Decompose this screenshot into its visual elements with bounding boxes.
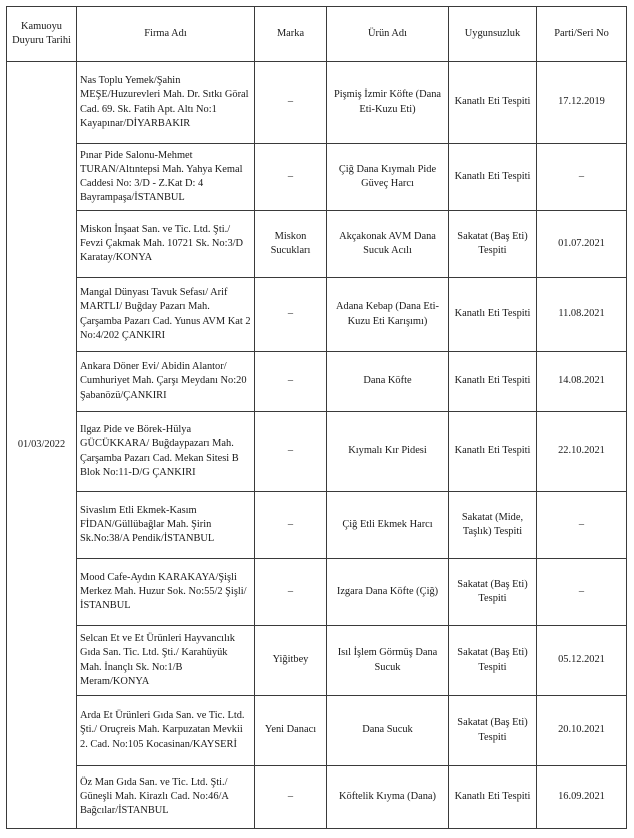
nonconformity-cell: Sakatat (Mide, Taşlık) Tespiti bbox=[449, 492, 537, 559]
nonconformity-cell: Kanatlı Eti Tespiti bbox=[449, 62, 537, 144]
product-name-cell: Izgara Dana Köfte (Çiğ) bbox=[327, 559, 449, 626]
nonconformity-cell: Kanatlı Eti Tespiti bbox=[449, 352, 537, 412]
table-row bbox=[7, 352, 627, 412]
brand-cell: – bbox=[255, 62, 327, 144]
batch-number-cell: 20.10.2021 bbox=[537, 696, 627, 766]
firm-name-cell: Arda Et Ürünleri Gıda San. ve Tic. Ltd. Şti./ Oruçreis Mah. Karpuzatan Mevkii 2. Cad. No:105 Kocasinan/KAYSERİ bbox=[77, 696, 255, 766]
brand-cell: – bbox=[255, 492, 327, 559]
table-row bbox=[7, 211, 627, 278]
firm-name-cell: Selcan Et ve Et Ürünleri Hayvancılık Gıda San. Tic. Ltd. Şti./ Karahüyük Mah. İnançlı Sk. No:1/B Meram/KONYA bbox=[77, 626, 255, 696]
nonconformity-cell: Sakatat (Baş Eti) Tespiti bbox=[449, 696, 537, 766]
product-name-cell: Dana Sucuk bbox=[327, 696, 449, 766]
brand-cell: – bbox=[255, 144, 327, 211]
product-name-cell: Kıymalı Kır Pidesi bbox=[327, 412, 449, 492]
header-batch: Parti/Seri No bbox=[537, 7, 627, 62]
batch-number-cell: – bbox=[537, 559, 627, 626]
firm-name-cell: Nas Toplu Yemek/Şahin MEŞE/Huzurevleri Mah. Dr. Sıtkı Göral Cad. 69. Sk. Fatih Apt. Altı No:1 Kayapınar/DİYARBAKIR bbox=[77, 62, 255, 144]
batch-number-cell: 17.12.2019 bbox=[537, 62, 627, 144]
brand-cell: Miskon Sucukları bbox=[255, 211, 327, 278]
table-row bbox=[7, 62, 627, 144]
brand-cell: Yeni Danacı bbox=[255, 696, 327, 766]
header-date: Kamuoyu Duyuru Tarihi bbox=[7, 7, 77, 62]
nonconformity-cell: Kanatlı Eti Tespiti bbox=[449, 144, 537, 211]
table-row bbox=[7, 412, 627, 492]
brand-cell: – bbox=[255, 559, 327, 626]
nonconformity-cell: Kanatlı Eti Tespiti bbox=[449, 278, 537, 352]
brand-cell: – bbox=[255, 352, 327, 412]
announcement-date: 01/03/2022 bbox=[7, 62, 77, 829]
recall-table bbox=[6, 6, 627, 829]
batch-number-cell: 05.12.2021 bbox=[537, 626, 627, 696]
table-row bbox=[7, 492, 627, 559]
header-nonconformity: Uygunsuzluk bbox=[449, 7, 537, 62]
firm-name-cell: Ilgaz Pide ve Börek-Hülya GÜCÜKKARA/ Buğdaypazarı Mah. Çarşamba Pazarı Cad. Mekan Sitesi B Blok No:11-D/G ÇANKIRI bbox=[77, 412, 255, 492]
nonconformity-cell: Sakatat (Baş Eti) Tespiti bbox=[449, 559, 537, 626]
firm-name-cell: Mood Cafe-Aydın KARAKAYA/Şişli Merkez Mah. Huzur Sok. No:55/2 Şişli/İSTANBUL bbox=[77, 559, 255, 626]
firm-name-cell: Pınar Pide Salonu-Mehmet TURAN/Altıntepsi Mah. Yahya Kemal Caddesi No: 3/D - Z.Kat D: 4 Bayrampaşa/İSTANBUL bbox=[77, 144, 255, 211]
header-firm: Firma Adı bbox=[77, 7, 255, 62]
firm-name-cell: Öz Man Gıda San. ve Tic. Ltd. Şti./ Güneşli Mah. Kirazlı Cad. No:46/A Bağcılar/İSTANBUL bbox=[77, 766, 255, 829]
batch-number-cell: 01.07.2021 bbox=[537, 211, 627, 278]
batch-number-cell: 14.08.2021 bbox=[537, 352, 627, 412]
nonconformity-cell: Sakatat (Baş Eti) Tespiti bbox=[449, 626, 537, 696]
brand-cell: Yiğitbey bbox=[255, 626, 327, 696]
brand-cell: – bbox=[255, 766, 327, 829]
table-body bbox=[7, 62, 627, 829]
header-row bbox=[7, 7, 627, 62]
product-name-cell: Pişmiş İzmir Köfte (Dana Eti-Kuzu Eti) bbox=[327, 62, 449, 144]
nonconformity-cell: Kanatlı Eti Tespiti bbox=[449, 412, 537, 492]
batch-number-cell: 22.10.2021 bbox=[537, 412, 627, 492]
batch-number-cell: – bbox=[537, 492, 627, 559]
table-row bbox=[7, 696, 627, 766]
header-product: Ürün Adı bbox=[327, 7, 449, 62]
product-name-cell: Isıl İşlem Görmüş Dana Sucuk bbox=[327, 626, 449, 696]
table-row bbox=[7, 144, 627, 211]
product-name-cell: Adana Kebap (Dana Eti-Kuzu Eti Karışımı) bbox=[327, 278, 449, 352]
product-name-cell: Dana Köfte bbox=[327, 352, 449, 412]
firm-name-cell: Ankara Döner Evi/ Abidin Alantor/ Cumhuriyet Mah. Çarşı Meydanı No:20 Şabanözü/ÇANKIRI bbox=[77, 352, 255, 412]
firm-name-cell: Miskon İnşaat San. ve Tic. Ltd. Şti./ Fevzi Çakmak Mah. 10721 Sk. No:3/D Karatay/KONYA bbox=[77, 211, 255, 278]
batch-number-cell: – bbox=[537, 144, 627, 211]
table-row bbox=[7, 559, 627, 626]
header-brand: Marka bbox=[255, 7, 327, 62]
firm-name-cell: Mangal Dünyası Tavuk Sefası/ Arif MARTLI/ Buğday Pazarı Mah. Çarşamba Pazarı Cad. Yunus AVM Kat 2 No:4/202 ÇANKIRI bbox=[77, 278, 255, 352]
nonconformity-cell: Kanatlı Eti Tespiti bbox=[449, 766, 537, 829]
brand-cell: – bbox=[255, 412, 327, 492]
brand-cell: – bbox=[255, 278, 327, 352]
nonconformity-cell: Sakatat (Baş Eti) Tespiti bbox=[449, 211, 537, 278]
table-row bbox=[7, 626, 627, 696]
batch-number-cell: 11.08.2021 bbox=[537, 278, 627, 352]
batch-number-cell: 16.09.2021 bbox=[537, 766, 627, 829]
firm-name-cell: Sivaslım Etli Ekmek-Kasım FİDAN/Güllübağlar Mah. Şirin Sk.No:38/A Pendik/İSTANBUL bbox=[77, 492, 255, 559]
product-name-cell: Köftelik Kıyma (Dana) bbox=[327, 766, 449, 829]
product-name-cell: Çiğ Dana Kıymalı Pide Güveç Harcı bbox=[327, 144, 449, 211]
table-row bbox=[7, 278, 627, 352]
table-row bbox=[7, 766, 627, 829]
product-name-cell: Akçakonak AVM Dana Sucuk Acılı bbox=[327, 211, 449, 278]
product-name-cell: Çiğ Etli Ekmek Harcı bbox=[327, 492, 449, 559]
